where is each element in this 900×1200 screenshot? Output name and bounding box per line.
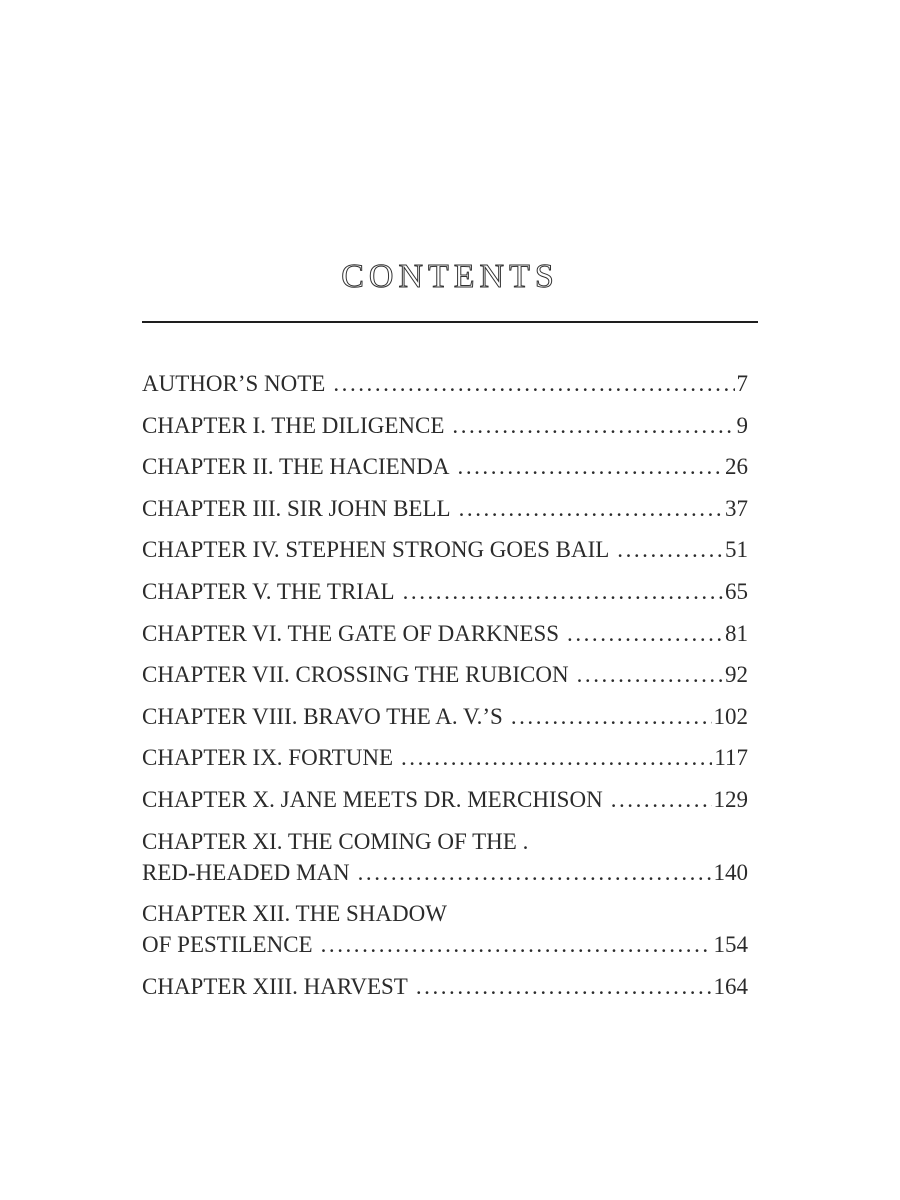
toc-entry-label: CHAPTER V. THE TRIAL — [142, 578, 395, 604]
toc-entry-chapter-4[interactable] — [142, 537, 748, 563]
toc-entry-chapter-13[interactable] — [142, 974, 748, 1000]
toc-entry-chapter-7[interactable] — [142, 662, 748, 688]
toc-entry-chapter-6[interactable] — [142, 621, 748, 647]
toc-entry-chapter-11[interactable] — [142, 829, 748, 886]
toc-entry-label-line1: CHAPTER XI. THE COMING OF THE . — [142, 828, 529, 854]
dot-leader — [416, 974, 712, 1000]
toc-entry-label: CHAPTER VI. THE GATE OF DARKNESS — [142, 620, 560, 646]
page-title — [0, 258, 900, 296]
dot-leader — [567, 621, 723, 647]
toc-entry-label-line2: RED-HEADED MAN — [142, 859, 350, 885]
title-rule — [142, 321, 758, 323]
dot-leader — [611, 787, 712, 813]
dot-leader — [401, 745, 712, 771]
page-title-text: CONTENTS — [341, 258, 559, 295]
toc-entry-page: 81 — [725, 620, 748, 646]
toc-entry-label: CHAPTER II. THE HACIENDA — [142, 454, 450, 480]
toc-entry-authors-note[interactable] — [142, 371, 748, 397]
dot-leader — [458, 454, 723, 480]
table-of-contents — [142, 371, 748, 1015]
toc-entry-label: CHAPTER VII. CROSSING THE RUBICON — [142, 662, 569, 688]
toc-entry-chapter-2[interactable] — [142, 454, 748, 480]
toc-entry-page: 65 — [725, 578, 748, 604]
toc-entry-page: 164 — [713, 973, 748, 999]
dot-leader — [452, 413, 734, 439]
toc-entry-page: 51 — [725, 537, 748, 563]
dot-leader — [321, 932, 712, 958]
toc-entry-page: 102 — [713, 703, 748, 729]
toc-entry-page: 154 — [713, 932, 748, 958]
toc-entry-label: CHAPTER X. JANE MEETS DR. MERCHISON — [142, 786, 603, 812]
toc-entry-chapter-9[interactable] — [142, 745, 748, 771]
toc-entry-page: 9 — [736, 412, 748, 438]
toc-entry-chapter-12[interactable] — [142, 901, 748, 958]
toc-entry-chapter-5[interactable] — [142, 579, 748, 605]
toc-entry-label: CHAPTER IV. STEPHEN STRONG GOES BAIL — [142, 537, 610, 563]
dot-leader — [511, 704, 712, 730]
toc-entry-chapter-8[interactable] — [142, 704, 748, 730]
dot-leader — [358, 860, 712, 886]
toc-entry-label-line1: CHAPTER XII. THE SHADOW — [142, 901, 447, 927]
toc-entry-label: CHAPTER VIII. BRAVO THE A. V.’S — [142, 703, 503, 729]
toc-entry-page: 117 — [714, 745, 748, 771]
toc-entry-chapter-10[interactable] — [142, 787, 748, 813]
toc-entry-label-line2: OF PESTILENCE — [142, 932, 313, 958]
toc-entry-page: 26 — [725, 454, 748, 480]
toc-entry-label: AUTHOR’S NOTE — [142, 371, 326, 396]
toc-entry-label: CHAPTER I. THE DILIGENCE — [142, 412, 445, 438]
toc-entry-page: 140 — [713, 859, 748, 885]
toc-entry-page: 129 — [713, 786, 748, 812]
toc-entry-page: 92 — [725, 662, 748, 688]
toc-entry-page: 7 — [736, 371, 748, 396]
dot-leader — [459, 496, 723, 522]
dot-leader — [577, 662, 723, 688]
toc-entry-label: CHAPTER XIII. HARVEST — [142, 973, 408, 999]
toc-entry-label: CHAPTER III. SIR JOHN BELL — [142, 495, 451, 521]
dot-leader — [333, 371, 734, 397]
toc-entry-chapter-1[interactable] — [142, 413, 748, 439]
toc-entry-chapter-3[interactable] — [142, 496, 748, 522]
toc-entry-label: CHAPTER IX. FORTUNE — [142, 745, 393, 771]
dot-leader — [403, 579, 723, 605]
dot-leader — [617, 537, 723, 563]
toc-entry-page: 37 — [725, 495, 748, 521]
